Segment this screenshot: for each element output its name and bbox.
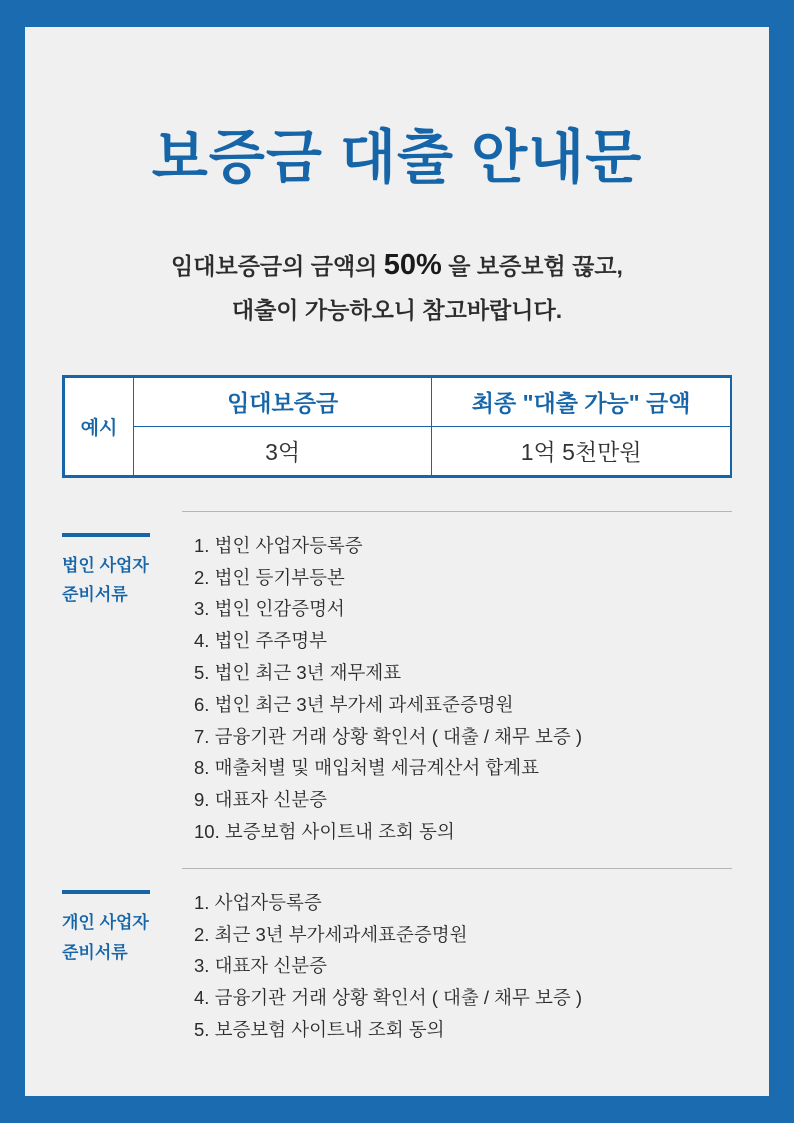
document-page [25, 27, 769, 1096]
subtitle-line1-pre: 임대보증금의 금액의 [171, 252, 384, 279]
section-rule [62, 890, 150, 894]
list-item: 10. 보증보험 사이트내 조회 동의 [194, 821, 455, 842]
page-title: 보증금 대출 안내문 [151, 125, 643, 190]
section-corporate [62, 511, 732, 848]
table-header-deposit: 임대보증금 [134, 377, 432, 426]
example-table [62, 375, 732, 478]
table-header-loan: 최종 "대출 가능" 금액 [432, 377, 730, 426]
list-item: 4. 금융기관 거래 상황 확인서 ( 대출 / 채무 보증 ) [194, 987, 583, 1009]
table-row [65, 426, 731, 475]
section-individual-label [62, 868, 182, 968]
list-item: 1. 법인 사업자등록증 [194, 534, 363, 556]
example-row-label: 예시 [65, 377, 134, 475]
table-row [65, 377, 731, 426]
list-item: 4. 법인 주주명부 [194, 630, 327, 652]
subtitle-highlight: 50% [383, 248, 442, 281]
list-item: 7. 금융기관 거래 상황 확인서 ( 대출 / 채무 보증 ) [194, 725, 583, 747]
list-item: 1. 사업자등록증 [194, 891, 322, 913]
list-item: 8. 매출처별 및 매입처별 세금계산서 합계표 [194, 757, 539, 779]
list-item: 5. 보증보험 사이트내 조회 동의 [194, 1019, 445, 1041]
subtitle-line1-post: 을 보증보험 끊고, [441, 252, 623, 279]
section-corporate-label [62, 511, 182, 611]
list-item: 3. 법인 인감증명서 [194, 598, 345, 620]
list-item: 2. 최근 3년 부가세과세표준증명원 [194, 923, 468, 945]
section-individual-list [182, 868, 732, 1046]
list-item: 9. 대표자 신분증 [194, 789, 327, 811]
subtitle-line2: 대출이 가능하오니 참고바랍니다. [231, 297, 563, 324]
subtitle-line1 [171, 248, 623, 281]
section-corporate-label-line1: 법인 사업자 [62, 555, 149, 575]
list-item: 6. 법인 최근 3년 부가세 과세표준증명원 [194, 693, 514, 715]
section-corporate-label-line2: 준비서류 [62, 585, 128, 605]
section-individual [62, 868, 732, 1046]
list-item: 3. 대표자 신분증 [194, 955, 327, 977]
table-value-loan: 1억 5천만원 [432, 426, 730, 475]
section-individual-label-line1: 개인 사업자 [62, 912, 149, 932]
list-item: 2. 법인 등기부등본 [194, 566, 345, 588]
section-individual-label-line2: 준비서류 [62, 942, 128, 962]
list-item: 5. 법인 최근 3년 재무제표 [194, 661, 402, 683]
table-value-deposit: 3억 [134, 426, 432, 475]
subtitle [25, 240, 769, 331]
section-corporate-list [182, 511, 732, 848]
section-rule [62, 533, 150, 537]
